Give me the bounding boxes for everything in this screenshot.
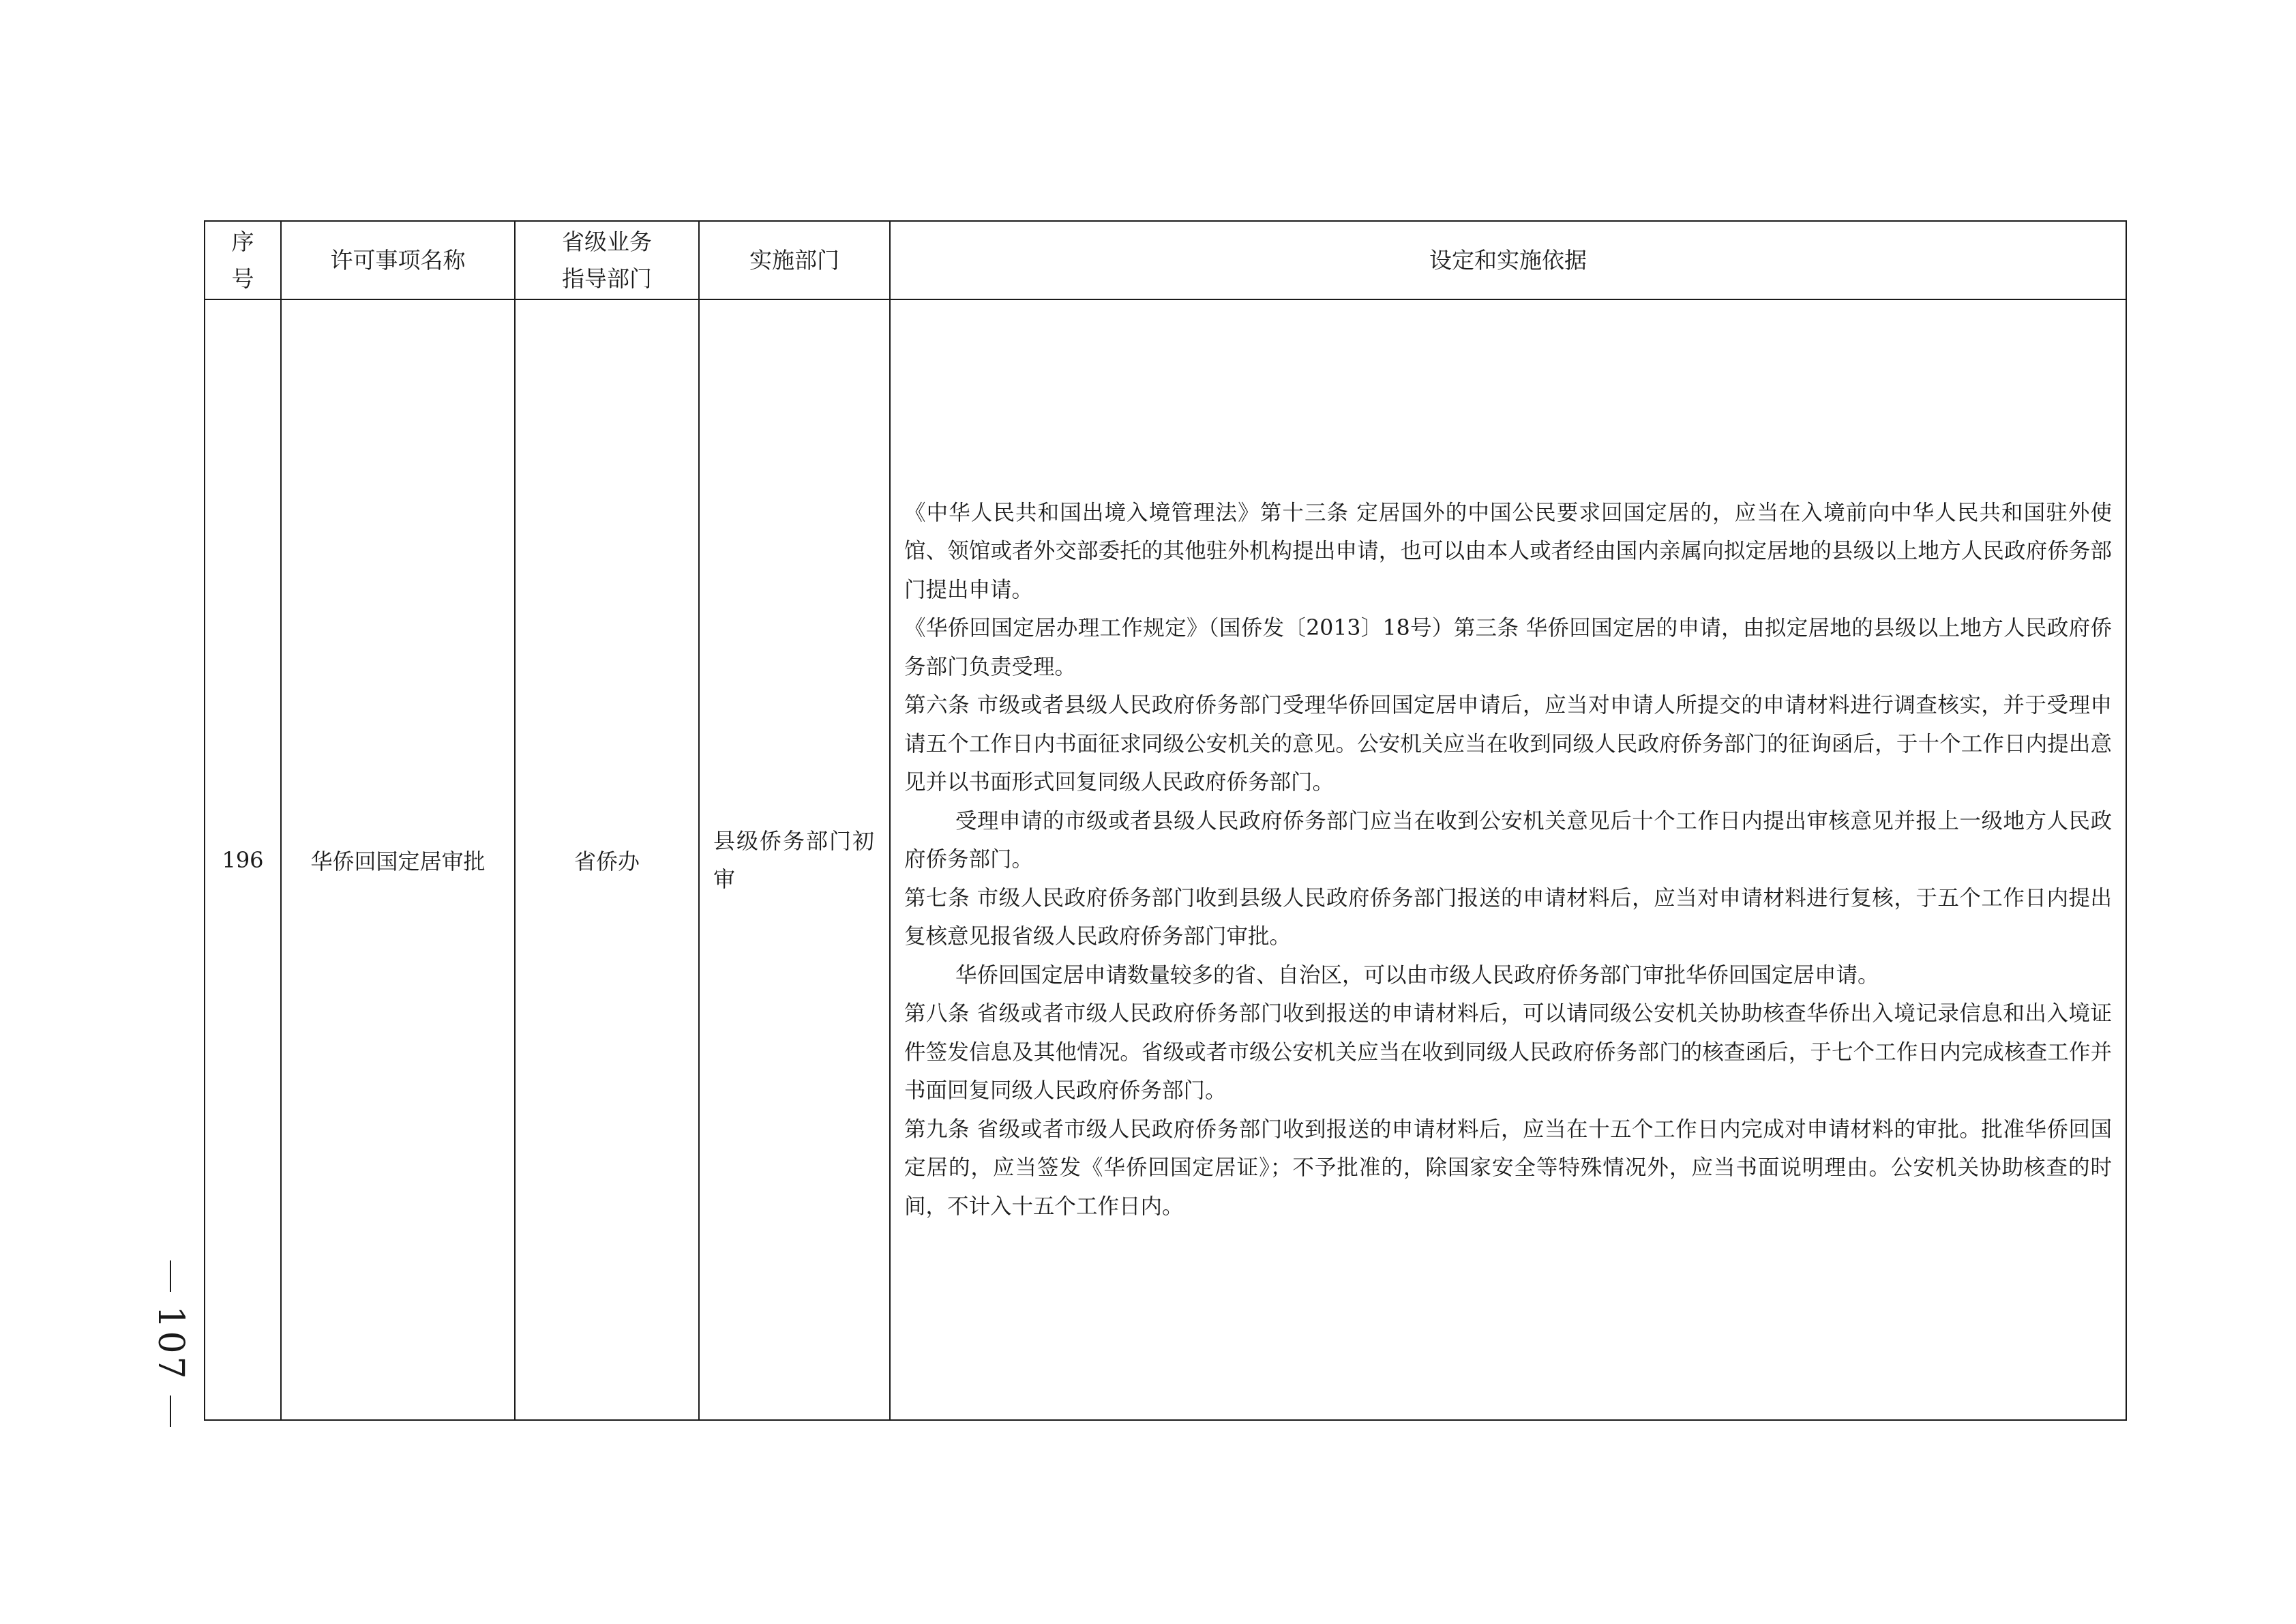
cell-impl-dept: 县级侨务部门初审 xyxy=(699,299,890,1420)
basis-paragraph: 第七条 市级人民政府侨务部门收到县级人民政府侨务部门报送的申请材料后，应当对申请材料进行复核，于五个工作日内提出复核意见报省级人民政府侨务部门审批。 xyxy=(904,885,2112,949)
permit-table xyxy=(204,220,2127,1421)
cell-seq: 196 xyxy=(205,299,281,1420)
cell-basis xyxy=(890,299,2126,1420)
header-provincial-dept xyxy=(515,221,699,299)
page-number-dash xyxy=(170,1396,171,1427)
header-provincial-dept-line: 省级业务 xyxy=(562,228,652,255)
basis-paragraph: 华侨回国定居申请数量较多的省、自治区，可以由市级人民政府侨务部门审批华侨回国定居申请。 xyxy=(955,962,1879,988)
basis-paragraph: 第八条 省级或者市级人民政府侨务部门收到报送的申请材料后，可以请同级公安机关协助核查华侨出入境记录信息和出入境证件签发信息及其他情况。省级或者市级公安机关应当在收到同级人民政府侨务部门的核查函后，于七个工作日内完成核查工作并书面回复同级人民政府侨务部门。 xyxy=(904,1001,2112,1104)
header-provincial-dept-line: 指导部门 xyxy=(562,265,652,292)
header-seq-line: 号 xyxy=(231,265,254,292)
basis-paragraph: 第九条 省级或者市级人民政府侨务部门收到报送的申请材料后，应当在十五个工作日内完成对申请材料的审批。批准华侨回国定居的，应当签发《华侨回国定居证》；不予批准的，除国家安全等特殊情况外，应当书面说明理由。公安机关协助核查的时间，不计入十五个工作日内。 xyxy=(904,1117,2112,1219)
basis-paragraph: 《中华人民共和国出境入境管理法》第十三条 定居国外的中国公民要求回国定居的，应当在入境前向中华人民共和国驻外使馆、领馆或者外交部委托的其他驻外机构提出申请，也可以由本人或者经由国内亲属向拟定居地的县级以上地方人民政府侨务部门提出申请。 xyxy=(904,500,2112,602)
table-header-row xyxy=(205,221,2126,299)
header-seq-line: 序 xyxy=(231,228,254,255)
header-seq xyxy=(205,221,281,299)
page-number-dash xyxy=(170,1260,171,1292)
cell-provincial-dept: 省侨办 xyxy=(515,299,699,1420)
basis-paragraph: 第六条 市级或者县级人民政府侨务部门受理华侨回国定居申请后，应当对申请人所提交的申请材料进行调查核实，并于受理申请五个工作日内书面征求同级公安机关的意见。公安机关应当在收到同级人民政府侨务部门的征询函后，于十个工作日内提出意见并以书面形式回复同级人民政府侨务部门。 xyxy=(904,693,2112,795)
header-basis: 设定和实施依据 xyxy=(890,221,2126,299)
page-number-text: 107 xyxy=(150,1305,191,1382)
header-impl-dept: 实施部门 xyxy=(699,221,890,299)
header-item-name: 许可事项名称 xyxy=(281,221,515,299)
page-number xyxy=(136,1255,205,1432)
basis-paragraph: 《华侨回国定居办理工作规定》（国侨发〔2013〕18号）第三条 华侨回国定居的申请，由拟定居地的县级以上地方人民政府侨务部门负责受理。 xyxy=(904,616,2112,679)
cell-item-name: 华侨回国定居审批 xyxy=(281,299,515,1420)
basis-paragraph: 受理申请的市级或者县级人民政府侨务部门应当在收到公安机关意见后十个工作日内提出审核意见并报上一级地方人民政府侨务部门。 xyxy=(904,808,2112,872)
table-row xyxy=(205,299,2126,1420)
